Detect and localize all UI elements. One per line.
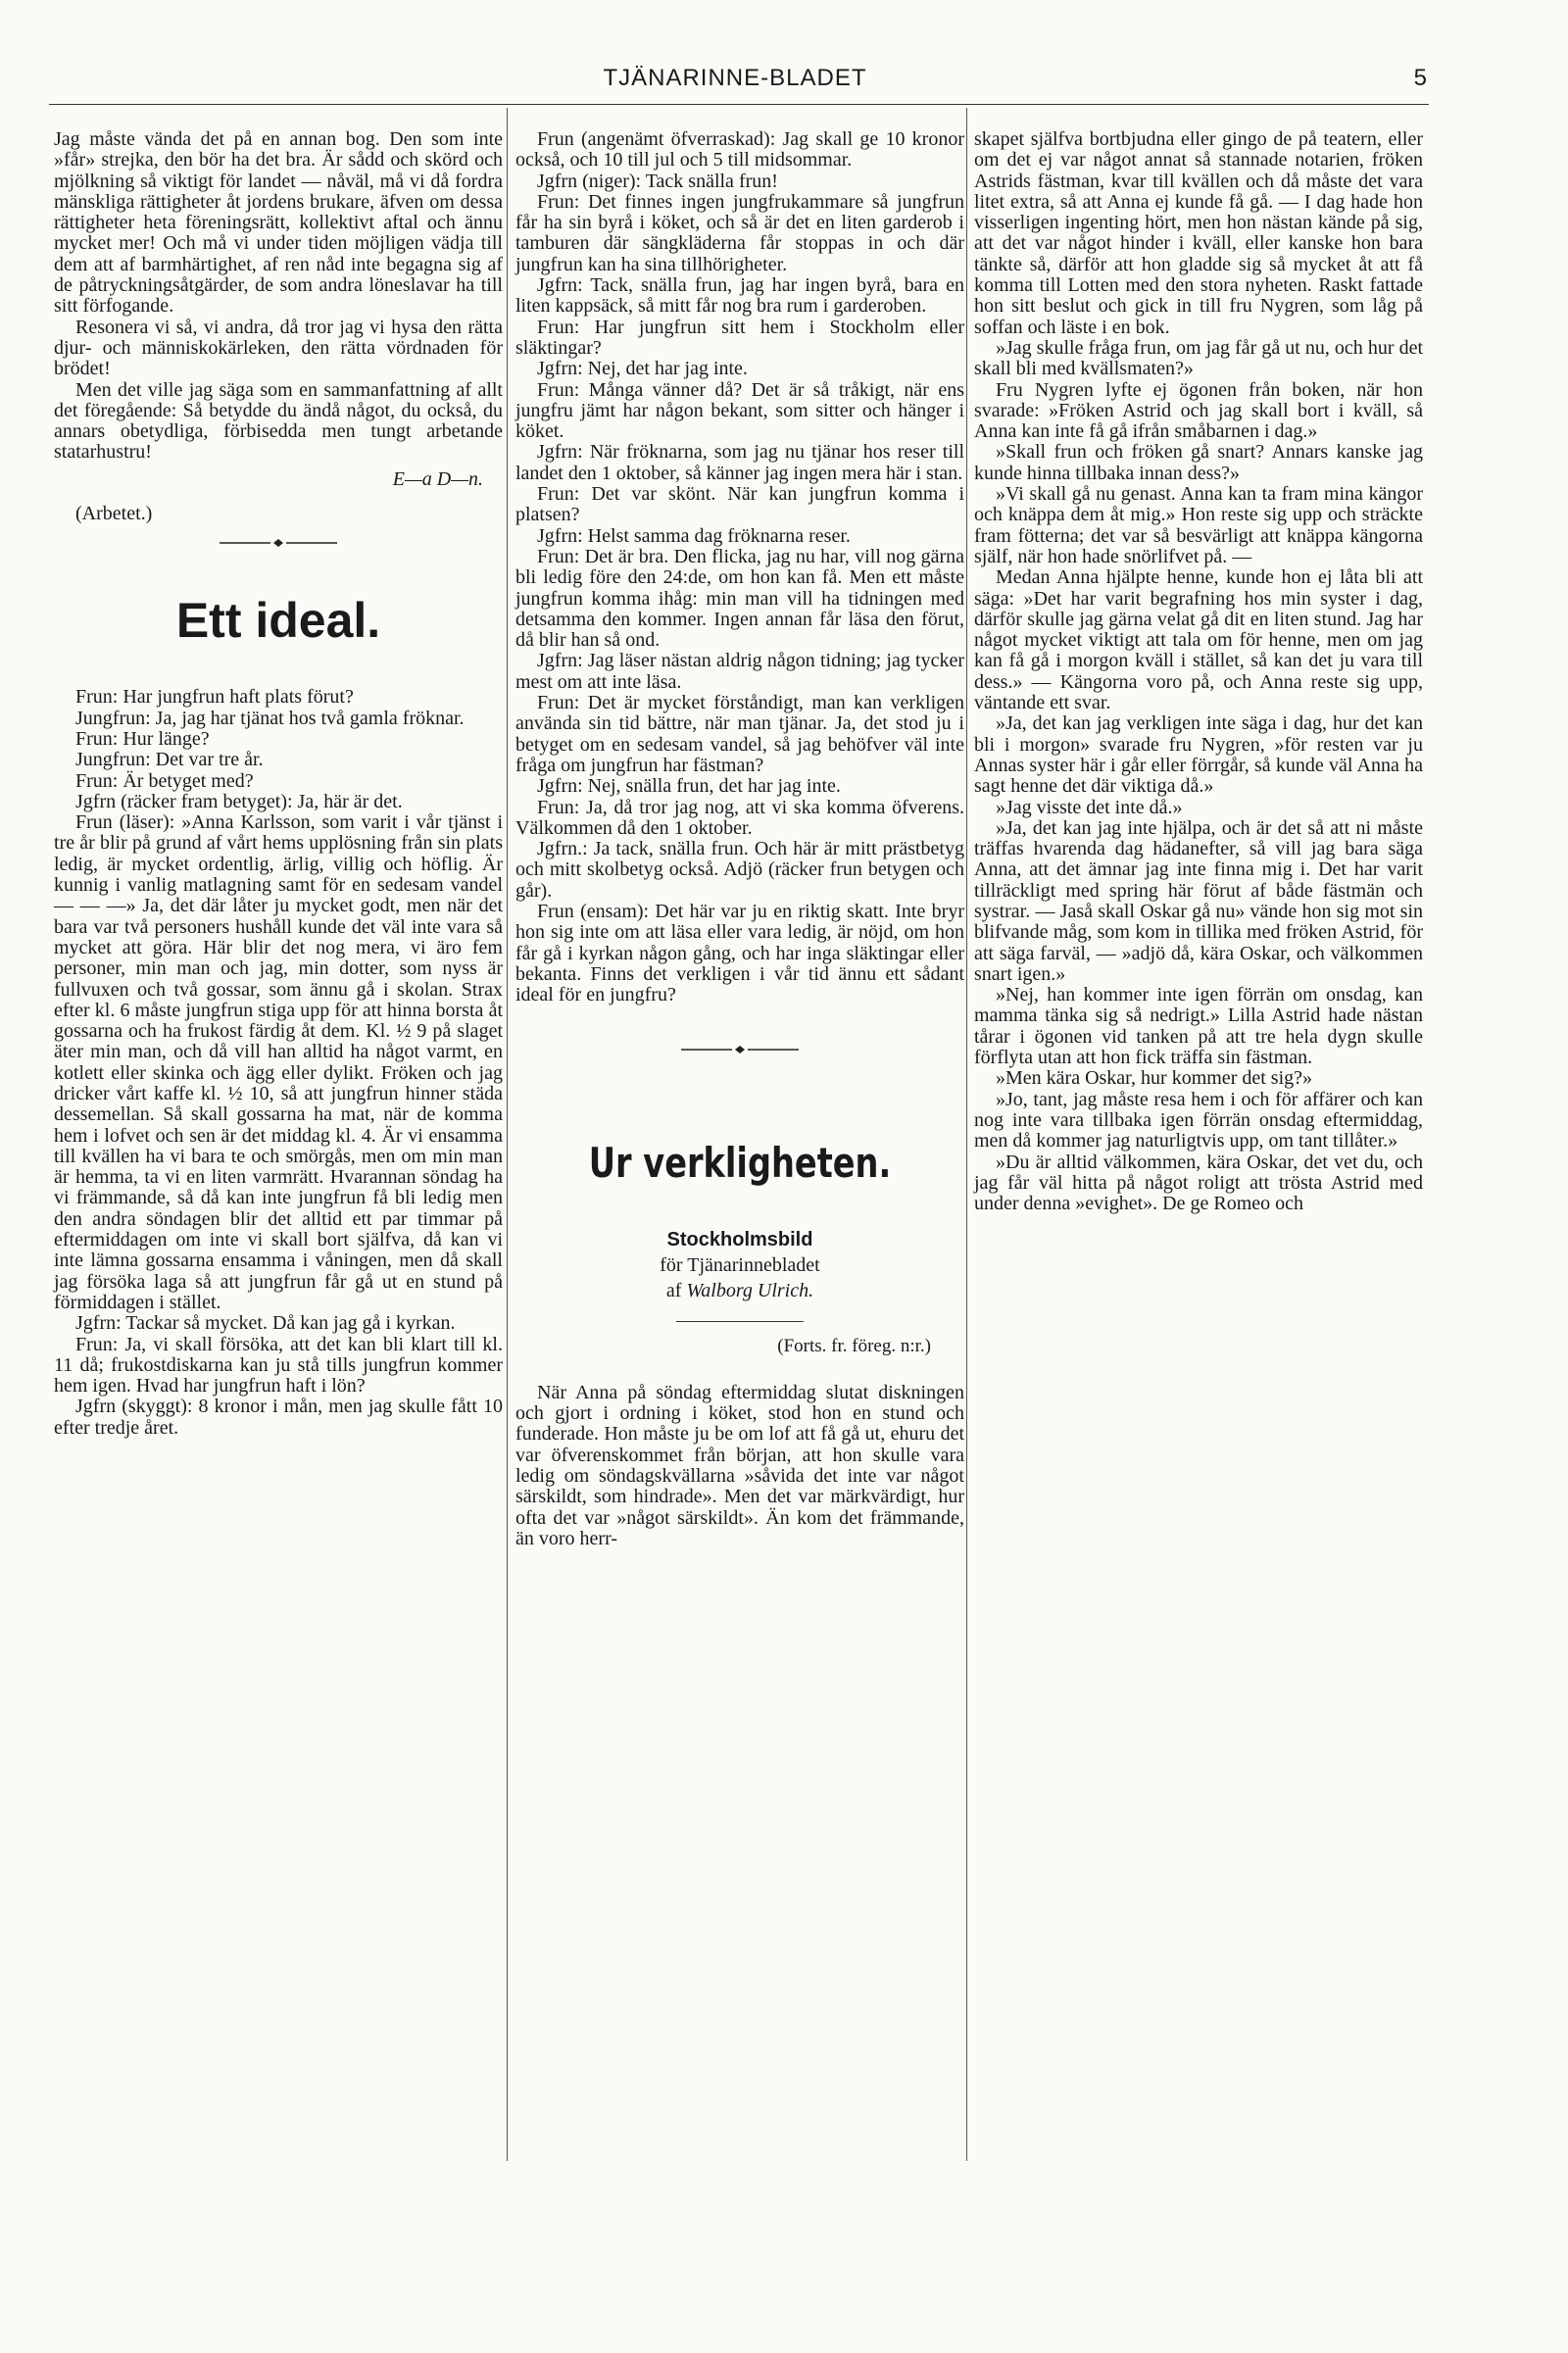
article-paragraph: »Skall frun och fröken gå snart? Annars kanske jag kunde hinna tillbaka innan dess?» [974,441,1423,484]
byline-author: Walborg Ulrich. [686,1280,814,1302]
article-paragraph: Resonera vi så, vi andra, då tror jag vi hysa den rätta djur- och människokärleken, den rätta vördnaden för brödet! [54,316,503,380]
article-paragraph: Fru Nygren lyfte ej ögonen från boken, när hon svarade: »Fröken Astrid och jag skall bort i kväll, så Anna kan inte få gå ifrån småbarnen i dag.» [974,378,1423,443]
dialogue-line: Frun (läser): »Anna Karlsson, som varit i vår tjänst i tre år blir på grund af vårt hems upplösning från sin plats ledig, är mycket ordentlig, ärlig, villig och höflig. Är kunnig i vanlig matlagning samt för en sedesam vandel — — —» Ja, det där låter ju mycket godt, men när det bara var två personers hushåll kunde det väl inte vara så mycket att göra. Här blir det nog mera, vi äro fem personer, min man och jag, min dotter, som nyss är fullvuxen och två gossar, som ännu gå i skolan. Strax efter kl. 6 måste jungfrun stiga upp för att hinna borsta åt gossarna och ha frukost färdig åt dem. Kl. ½ 9 på slaget äter min man, och då vill han alltid ha något varmt, en kotlett eller skinka och ägg eller dylikt. Fröken och jag dricker vårt kaffe kl. ½ 10, så att jungfrun hinner städa dessemellan. Så skall gossarna ha mat, när de komma hem i lofvet och sen är det middag kl. 4. Är vi ensamma till kvällen ha vi bara te och smörgås, men om min man är hemma, ta vi en liten varmrätt. Hvarannan söndag ha vi främmande, så då kan inte jungfrun få bli ledig men den andra söndagen blir det alltid ett par timmar på eftermiddagen om inte vi skall bort själfva, då kan vi inte lämna gossarna ensamma i våningen, men då skall jag försöka laga så att jungfrun får gå ut en stund på förmiddagen i stället. [54,811,503,1313]
dialogue-line: Frun: Det var skönt. När kan jungfrun komma i platsen? [515,483,964,526]
dialogue-line: Frun: Det finnes ingen jungfrukammare så jungfrun får ha sin byrå i köket, och så är det en liten garderob i tamburen där sängkläderna får stoppas in och där jungfrun kan ha sina tillhörigheter. [515,190,964,275]
dialogue-line: Frun: Ja, vi skall försöka, att det kan bli klart till kl. 11 då; frukostdiskarna kan ju stå tills jungfrun kommer hem igen. Hvad har jungfrun haft i lön? [54,1333,503,1397]
dialogue-line: Frun: Är betyget med? [75,769,254,792]
article-paragraph: Jag måste vända det på en annan bog. Den som inte »får» strejka, den bör ha det bra. Är sådd och skörd och mjölkning så viktigt för landet — nåväl, må vi då fordra mänskliga rättigheter åt jordens brukare, äfven om dessa rättigheter heta föreningsrätt, kollektivt aftal och ännu mycket mer! Och må vi under tiden möjligen vädja till dem att af barmhärtighet, af ren nåd inte begagna sig af de påtryckningsåtgärder, de som andra löneslavar ha till sitt förfogande. [54,128,503,318]
column-2 [515,129,964,1549]
article-source: (Arbetet.) [75,503,153,525]
byline-subtitle: Stockholmsbild [666,1229,813,1251]
dialogue-line: Jgfrn: Nej, snälla frun, det har jag inte. [537,775,841,798]
article-signature: E—a D—n. [392,467,483,490]
dialogue-line: Frun (ensam): Det här var ju en riktig skatt. Inte bryr hon sig inte om att läsa eller vara ledig, är nöjd, om hon får gå i kyrkan någon gång, och har inga släktingar eller bekanta. Finns det verkligen i vår tid ännu ett sådant ideal för en jungfru? [515,900,964,1006]
byline-rule [676,1321,804,1322]
page-header [49,65,1427,104]
dialogue-line: Frun: Många vänner då? Det är så tråkigt, när ens jungfru jämt har någon bekant, som sitter och hänger i köket. [515,378,964,443]
article-paragraph: När Anna på söndag eftermiddag slutat diskningen och gjort i ordning i köket, stod hon en stund och funderade. Hon måste ju be om lof att få gå ut, ehuru det var öfverenskommet från början, att hon skulle vara ledig om söndagskvällarna »såvida det inte var något särskildt, som hindrade». Men det var märkvärdigt, hur ofta det var »något särskildt». Än kom det främmande, än voro herr- [515,1381,964,1549]
article-heading-ideal: Ett ideal. [175,593,381,649]
dialogue-line: Jgfrn (skyggt): 8 kronor i mån, men jag skulle fått 10 efter tredje året. [54,1396,503,1439]
article-paragraph: »Du är alltid välkommen, kära Oskar, det vet du, och jag får väl hitta på något roligt att trösta Astrid med under denna »evighet». De ge Romeo och [974,1151,1423,1215]
byline-publication: för Tjänarinnebladet [660,1254,820,1277]
article-heading-verkligheten: Ur verkligheten. [588,1139,892,1188]
byline-author-line [515,1278,964,1303]
dialogue-line: Jgfrn: Helst samma dag fröknarna reser. [537,524,851,547]
dialogue-line: Jgfrn.: Ja tack, snälla frun. Och här är mitt prästbetyg och mitt skolbetyg också. Adjö (räcker frun betygen och går). [515,838,964,902]
article-byline [515,1227,964,1303]
dialogue-line: Jungfrun: Ja, jag har tjänat hos två gamla fröknar. [75,707,465,729]
article-paragraph: Medan Anna hjälpte henne, kunde hon ej låta bli att säga: »Det har varit begrafning hos min syster i dag, därför skulle jag gärna velat gå dit en liten stund. Jag har något mycket viktigt att tala om för henne, men om jag kan få gå i morgon kväll i stället, så kan det ju vara till dess.» — Kängorna voro på, och Anna reste sig upp, väntande ett svar. [974,566,1423,714]
dialogue-line: Frun: Det är bra. Den flicka, jag nu har, vill nog gärna bli ledig före den 24:de, om hon kan få. Men ett måste jungfrun komma ihåg: min man vill ha tidningen med detsamma den kommer. Ingen annan får läsa den förut, då blir han så ond. [515,545,964,652]
article-paragraph: »Jag skulle fråga frun, om jag får gå ut nu, och hur det skall bli med kvällsmaten?» [974,336,1423,380]
byline-prefix: af [665,1280,682,1302]
article-paragraph: »Jag visste det inte då.» [996,796,1183,818]
article-paragraph: »Nej, han kommer inte igen förrän om onsdag, kan mamma tänka sig så nedrigt.» Lilla Astrid hade nästan tårar i ögonen vid tanken på att tre hela dygn skulle förflyta utan att hon fick träffa sin fästman. [974,984,1423,1069]
dialogue-line: Jgfrn: Tackar så mycket. Då kan jag gå i kyrkan. [75,1312,456,1335]
article-paragraph: Men det ville jag säga som en sammanfattning af allt det föregående: Så betydde du ändå något, du också, du annars obetydliga, förbisedda men tungt arbetande statarhustru! [54,378,503,464]
column-3 [974,129,1423,1214]
dialogue-line: Frun (angenämt öfverraskad): Jag skall ge 10 kronor också, och 10 till jul och 5 till midsommar. [515,128,964,172]
newspaper-title: TJÄNARINNE-BLADET [603,65,867,91]
section-divider [515,1045,964,1054]
column-rule-right [966,108,967,2161]
page-number: 5 [1413,65,1427,91]
article-paragraph: »Ja, det kan jag verkligen inte säga i dag, hur det kan bli i morgon» svarade fru Nygren, »för resten var ju Annas syster här i går eller förrgår, så kunde väl Anna ha sagt henne det där viktiga då.» [974,712,1423,798]
dialogue-line: Frun: Det är mycket förståndigt, man kan verkligen använda sin tid bättre, när man tjänar. Ja, det stod ju i betyget om en sedesam vandel, så jag behöfver väl inte fråga om jungfrun har fästman? [515,692,964,776]
diamond-divider-icon [220,538,337,548]
article-paragraph: »Men kära Oskar, hur kommer det sig?» [996,1067,1312,1090]
diamond-divider-icon [681,1045,799,1054]
column-rule-left [507,108,508,2161]
signature-line [54,469,503,490]
dialogue-line: Jgfrn: Jag läser nästan aldrig någon tidning; jag tycker mest om att inte läsa. [515,650,964,693]
dialogue-line: Jgfrn: När fröknarna, som jag nu tjänar hos reser till landet den 1 oktober, så känner jag ingen mera här i stan. [515,441,964,484]
dialogue-line: Frun: Har jungfrun haft plats förut? [75,686,354,709]
section-divider [54,538,503,548]
continued-note: (Forts. fr. föreg. n:r.) [777,1336,931,1357]
dialogue-line: Jgfrn: Nej, det har jag inte. [537,358,748,380]
article-paragraph: »Jo, tant, jag måste resa hem i och för affärer och kan nog inte vara tillbaka igen förrän onsdag eftermiddag, men då kommer jag naturligtvis upp, om tant tillåter.» [974,1088,1423,1152]
article-paragraph: »Vi skall gå nu genast. Anna kan ta fram mina kängor och knäppa dem åt mig.» Hon reste sig upp och sträckte fram fötterna; det var så besvärligt att knäppa kängorna själf, när hon hade snörlifvet på. — [974,483,1423,567]
article-paragraph: »Ja, det kan jag inte hjälpa, och är det så att ni måste träffas hvarenda dag hädanefter, så vill jag bara säga Anna, att det ämnar jag inte finna mig i. Det har varit tillräckligt med spring här förut af både fästmän och systrar. — Jaså skall Oskar gå nu» vände hon sig mot sin blifvande måg, som kom in tillika med fröken Astrid, för att säga farväl, — »adjö då, kära Oskar, och välkommen snart igen.» [974,816,1423,985]
dialogue-line: Jungfrun: Det var tre år. [75,749,264,771]
header-rule [49,104,1429,105]
dialogue-line: Jgfrn (räcker fram betyget): Ja, här är det. [75,790,403,812]
dialogue-line: Frun: Hur länge? [75,727,210,750]
column-1 [54,129,503,1439]
dialogue-line: Frun: Har jungfrun sitt hem i Stockholm eller släktingar? [515,316,964,359]
article-paragraph: skapet själfva bortbjudna eller gingo de på teatern, eller om det ej var något annat så stannade notarien, fröken Astrids fästman, kvar till kvällen och då måste det vara litet extra, så att Anna ej kunde få gå. — I dag hade hon visserligen ingenting hört, men hon nästan kände på sig, att det var något hinder i kväll, eller kanske hon bara tänkte så, därför att hon gladde sig så mycket åt att få komma till Lotten med den stora nyheten. Raskt fattade hon sitt beslut och gick in till fru Nygren, som låg på soffan och läste i en bok. [974,128,1423,338]
dialogue-line: Jgfrn: Tack, snälla frun, jag har ingen byrå, bara en liten kappsäck, så mitt får nog bra rum i garderoben. [515,274,964,318]
dialogue-line: Frun: Ja, då tror jag nog, att vi ska komma öfverens. Välkommen då den 1 oktober. [515,796,964,839]
dialogue-line: Jgfrn (niger): Tack snälla frun! [537,170,778,192]
